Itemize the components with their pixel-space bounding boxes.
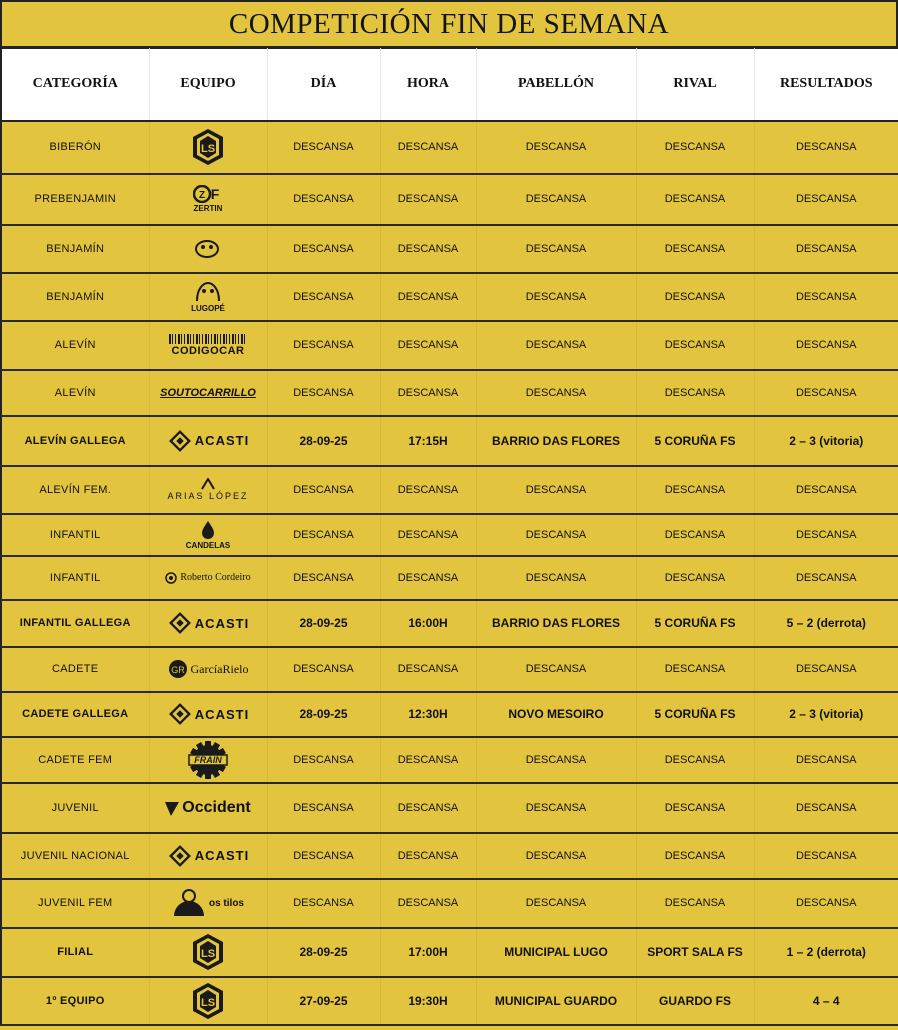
cell-resultado: DESCANSA	[754, 225, 898, 273]
logo-text: FRAIN	[194, 754, 222, 765]
cell-hora: 17:00H	[380, 928, 476, 977]
cell-rival: DESCANSA	[636, 174, 754, 225]
cell-equipo	[149, 977, 267, 1025]
table-row	[1, 121, 898, 174]
cell-hora: DESCANSA	[380, 466, 476, 514]
cell-pabellon: NOVO MESOIRO	[476, 692, 636, 737]
cell-categoria: BENJAMÍN	[1, 273, 149, 321]
cell-rival: DESCANSA	[636, 879, 754, 928]
logo-text: CANDELAS	[185, 540, 231, 550]
logo-text: LUGOPÉ	[191, 303, 225, 313]
header-pabellon: PABELLÓN	[476, 49, 636, 121]
table-row	[1, 370, 898, 416]
header-hora: HORA	[380, 49, 476, 121]
logo-text: Occident	[182, 798, 251, 816]
cell-dia: DESCANSA	[267, 879, 380, 928]
cell-resultado: 1 – 2 (derrota)	[754, 928, 898, 977]
garcia-rielo-logo	[150, 659, 267, 679]
cell-dia: DESCANSA	[267, 273, 380, 321]
table-row	[1, 833, 898, 879]
cell-resultado: DESCANSA	[754, 833, 898, 879]
cell-rival: DESCANSA	[636, 647, 754, 692]
cell-dia: DESCANSA	[267, 783, 380, 833]
cell-hora: DESCANSA	[380, 647, 476, 692]
logo-text: Roberto Cordeiro	[180, 572, 251, 583]
cell-resultado: DESCANSA	[754, 273, 898, 321]
cell-dia: DESCANSA	[267, 647, 380, 692]
cell-rival: 5 CORUÑA FS	[636, 600, 754, 647]
cell-resultado: DESCANSA	[754, 647, 898, 692]
table-row	[1, 928, 898, 977]
cell-categoria: PREBENJAMIN	[1, 174, 149, 225]
cell-equipo	[149, 928, 267, 977]
cell-equipo	[149, 600, 267, 647]
svg-text:F: F	[210, 186, 220, 202]
cell-hora: DESCANSA	[380, 174, 476, 225]
frain-logo	[150, 740, 267, 780]
cell-rival: DESCANSA	[636, 556, 754, 600]
header-rival: RIVAL	[636, 49, 754, 121]
header-resultados: RESULTADOS	[754, 49, 898, 121]
acasti-mark	[167, 427, 193, 455]
cell-resultado: DESCANSA	[754, 879, 898, 928]
acasti-mark	[167, 842, 193, 870]
logo-text: GarcíaRielo	[190, 661, 249, 676]
cell-dia: 28-09-25	[267, 928, 380, 977]
cell-dia: 27-09-25	[267, 977, 380, 1025]
cell-equipo	[149, 466, 267, 514]
logo-text: ZERTIN	[193, 204, 223, 213]
svg-text:GR: GR	[170, 665, 185, 675]
cell-equipo	[149, 321, 267, 370]
cell-hora: 19:30H	[380, 977, 476, 1025]
table-row	[1, 737, 898, 783]
cell-dia: 28-09-25	[267, 416, 380, 466]
club-shield-logo	[150, 981, 267, 1021]
cell-pabellon: DESCANSA	[476, 121, 636, 174]
cell-hora: DESCANSA	[380, 879, 476, 928]
cell-resultado: 5 – 2 (derrota)	[754, 600, 898, 647]
cell-equipo	[149, 737, 267, 783]
logo-text: ACASTI	[194, 433, 250, 448]
schedule-body	[1, 121, 898, 1025]
cell-categoria: ALEVÍN	[1, 370, 149, 416]
table-row	[1, 416, 898, 466]
cell-pabellon: DESCANSA	[476, 514, 636, 556]
svg-text:Z: Z	[198, 190, 206, 201]
cell-pabellon: DESCANSA	[476, 833, 636, 879]
cell-categoria: FILIAL	[1, 928, 149, 977]
logo-text: os tilos	[208, 897, 244, 909]
cell-categoria: INFANTIL	[1, 514, 149, 556]
cell-pabellon: DESCANSA	[476, 321, 636, 370]
cell-hora: DESCANSA	[380, 225, 476, 273]
header-dia: DÍA	[267, 49, 380, 121]
cell-pabellon: DESCANSA	[476, 879, 636, 928]
cell-rival: DESCANSA	[636, 273, 754, 321]
cell-rival: DESCANSA	[636, 225, 754, 273]
table-row	[1, 273, 898, 321]
title-bar	[0, 0, 898, 48]
cell-equipo	[149, 174, 267, 225]
cell-dia: DESCANSA	[267, 225, 380, 273]
cell-equipo	[149, 416, 267, 466]
cell-pabellon: DESCANSA	[476, 370, 636, 416]
cell-equipo	[149, 833, 267, 879]
cell-pabellon: DESCANSA	[476, 556, 636, 600]
table-row	[1, 556, 898, 600]
cell-categoria: ALEVÍN FEM.	[1, 466, 149, 514]
svg-text:LS: LS	[200, 948, 216, 960]
cell-dia: DESCANSA	[267, 556, 380, 600]
cell-equipo	[149, 692, 267, 737]
candelas-logo	[150, 520, 267, 550]
cell-pabellon: MUNICIPAL LUGO	[476, 928, 636, 977]
cell-dia: DESCANSA	[267, 174, 380, 225]
cell-hora: DESCANSA	[380, 370, 476, 416]
acasti-logo	[150, 842, 267, 870]
cell-categoria: BENJAMÍN	[1, 225, 149, 273]
cell-dia: DESCANSA	[267, 321, 380, 370]
soutocarrillo-logo	[150, 387, 267, 399]
cell-resultado: DESCANSA	[754, 121, 898, 174]
cell-hora: 12:30H	[380, 692, 476, 737]
svg-text:LS: LS	[200, 996, 216, 1009]
table-row	[1, 321, 898, 370]
cell-pabellon: BARRIO DAS FLORES	[476, 416, 636, 466]
zertin-logo	[150, 185, 267, 213]
cell-hora: 17:15H	[380, 416, 476, 466]
logo-text: CODIGOCAR	[171, 344, 245, 357]
cell-dia: DESCANSA	[267, 737, 380, 783]
acasti-mark	[167, 609, 193, 637]
cell-rival: DESCANSA	[636, 466, 754, 514]
table-row	[1, 466, 898, 514]
schedule-table	[0, 48, 898, 1026]
cell-categoria: JUVENIL FEM	[1, 879, 149, 928]
cell-equipo	[149, 370, 267, 416]
lugope-logo	[150, 281, 267, 313]
cell-pabellon: DESCANSA	[476, 737, 636, 783]
cell-categoria: BIBERÓN	[1, 121, 149, 174]
cell-resultado: 4 – 4	[754, 977, 898, 1025]
cell-rival: 5 CORUÑA FS	[636, 416, 754, 466]
cell-categoria: JUVENIL NACIONAL	[1, 833, 149, 879]
cell-pabellon: DESCANSA	[476, 225, 636, 273]
cell-equipo	[149, 647, 267, 692]
table-row	[1, 225, 898, 273]
table-row	[1, 514, 898, 556]
cell-rival: DESCANSA	[636, 321, 754, 370]
svg-text:LS: LS	[200, 143, 216, 155]
logo-text: SOUTOCARRILLO	[160, 386, 256, 399]
club-shield-logo	[150, 127, 267, 167]
header-row	[1, 49, 898, 121]
table-row	[1, 692, 898, 737]
cell-categoria: ALEVÍN GALLEGA	[1, 416, 149, 466]
cell-equipo	[149, 783, 267, 833]
cell-equipo	[149, 273, 267, 321]
arias-lopez-logo	[150, 478, 267, 501]
cell-resultado: DESCANSA	[754, 370, 898, 416]
cell-resultado: DESCANSA	[754, 514, 898, 556]
table-row	[1, 879, 898, 928]
page-title: COMPETICIÓN FIN DE SEMANA	[228, 7, 670, 40]
table-row	[1, 783, 898, 833]
cell-categoria: ALEVÍN	[1, 321, 149, 370]
cell-rival: 5 CORUÑA FS	[636, 692, 754, 737]
cell-dia: 28-09-25	[267, 692, 380, 737]
cell-pabellon: BARRIO DAS FLORES	[476, 600, 636, 647]
cell-pabellon: DESCANSA	[476, 174, 636, 225]
cell-dia: DESCANSA	[267, 121, 380, 174]
cell-resultado: 2 – 3 (vitoria)	[754, 692, 898, 737]
cell-rival: GUARDO FS	[636, 977, 754, 1025]
cell-resultado: DESCANSA	[754, 174, 898, 225]
cell-resultado: DESCANSA	[754, 321, 898, 370]
cell-resultado: DESCANSA	[754, 556, 898, 600]
cell-resultado: DESCANSA	[754, 783, 898, 833]
logo-text: ACASTI	[194, 706, 250, 722]
cell-rival: DESCANSA	[636, 737, 754, 783]
cell-equipo	[149, 121, 267, 174]
cell-equipo	[149, 225, 267, 273]
cell-categoria: JUVENIL	[1, 783, 149, 833]
cell-pabellon: DESCANSA	[476, 647, 636, 692]
header-categoria: CATEGORÍA	[1, 49, 149, 121]
cell-dia: DESCANSA	[267, 466, 380, 514]
cell-pabellon: DESCANSA	[476, 783, 636, 833]
cell-hora: DESCANSA	[380, 783, 476, 833]
cell-categoria: CADETE GALLEGA	[1, 692, 149, 737]
cell-hora: DESCANSA	[380, 321, 476, 370]
cell-rival: DESCANSA	[636, 370, 754, 416]
cell-pabellon: DESCANSA	[476, 466, 636, 514]
club-shield-logo	[150, 932, 267, 972]
cell-hora: DESCANSA	[380, 121, 476, 174]
cell-pabellon: MUNICIPAL GUARDO	[476, 977, 636, 1025]
logo-text: ACASTI	[194, 615, 250, 631]
cell-categoria: INFANTIL	[1, 556, 149, 600]
cell-rival: SPORT SALA FS	[636, 928, 754, 977]
acasti-logo	[150, 609, 267, 637]
cell-equipo	[149, 879, 267, 928]
cell-dia: 28-09-25	[267, 600, 380, 647]
acasti-mark	[167, 700, 193, 728]
table-row	[1, 600, 898, 647]
table-row	[1, 977, 898, 1025]
cell-hora: DESCANSA	[380, 833, 476, 879]
cell-hora: 16:00H	[380, 600, 476, 647]
cell-dia: DESCANSA	[267, 370, 380, 416]
cell-resultado: DESCANSA	[754, 466, 898, 514]
table-row	[1, 174, 898, 225]
cell-hora: DESCANSA	[380, 737, 476, 783]
acasti-logo	[150, 427, 267, 455]
cell-rival: DESCANSA	[636, 783, 754, 833]
header-equipo: EQUIPO	[149, 49, 267, 121]
cell-resultado: DESCANSA	[754, 737, 898, 783]
cell-hora: DESCANSA	[380, 514, 476, 556]
table-row	[1, 647, 898, 692]
cell-rival: DESCANSA	[636, 514, 754, 556]
occident-logo	[150, 799, 267, 817]
codigocar-logo	[150, 334, 267, 357]
cell-rival: DESCANSA	[636, 121, 754, 174]
roberto-cordeiro-logo	[150, 572, 267, 584]
logo-text: ARIAS LÓPEZ	[167, 491, 249, 501]
cell-equipo	[149, 514, 267, 556]
cell-categoria: CADETE FEM	[1, 737, 149, 783]
cell-categoria: INFANTIL GALLEGA	[1, 600, 149, 647]
cell-hora: DESCANSA	[380, 273, 476, 321]
cell-rival: DESCANSA	[636, 833, 754, 879]
acasti-logo	[150, 700, 267, 728]
cell-equipo	[149, 556, 267, 600]
cell-dia: DESCANSA	[267, 514, 380, 556]
os-tilos-logo	[150, 888, 267, 918]
cell-dia: DESCANSA	[267, 833, 380, 879]
logo-text: ACASTI	[194, 848, 250, 863]
cell-resultado: 2 – 3 (vitoria)	[754, 416, 898, 466]
cell-categoria: CADETE	[1, 647, 149, 692]
cell-pabellon: DESCANSA	[476, 273, 636, 321]
snackers-logo	[150, 239, 267, 259]
cell-hora: DESCANSA	[380, 556, 476, 600]
cell-categoria: 1º EQUIPO	[1, 977, 149, 1025]
